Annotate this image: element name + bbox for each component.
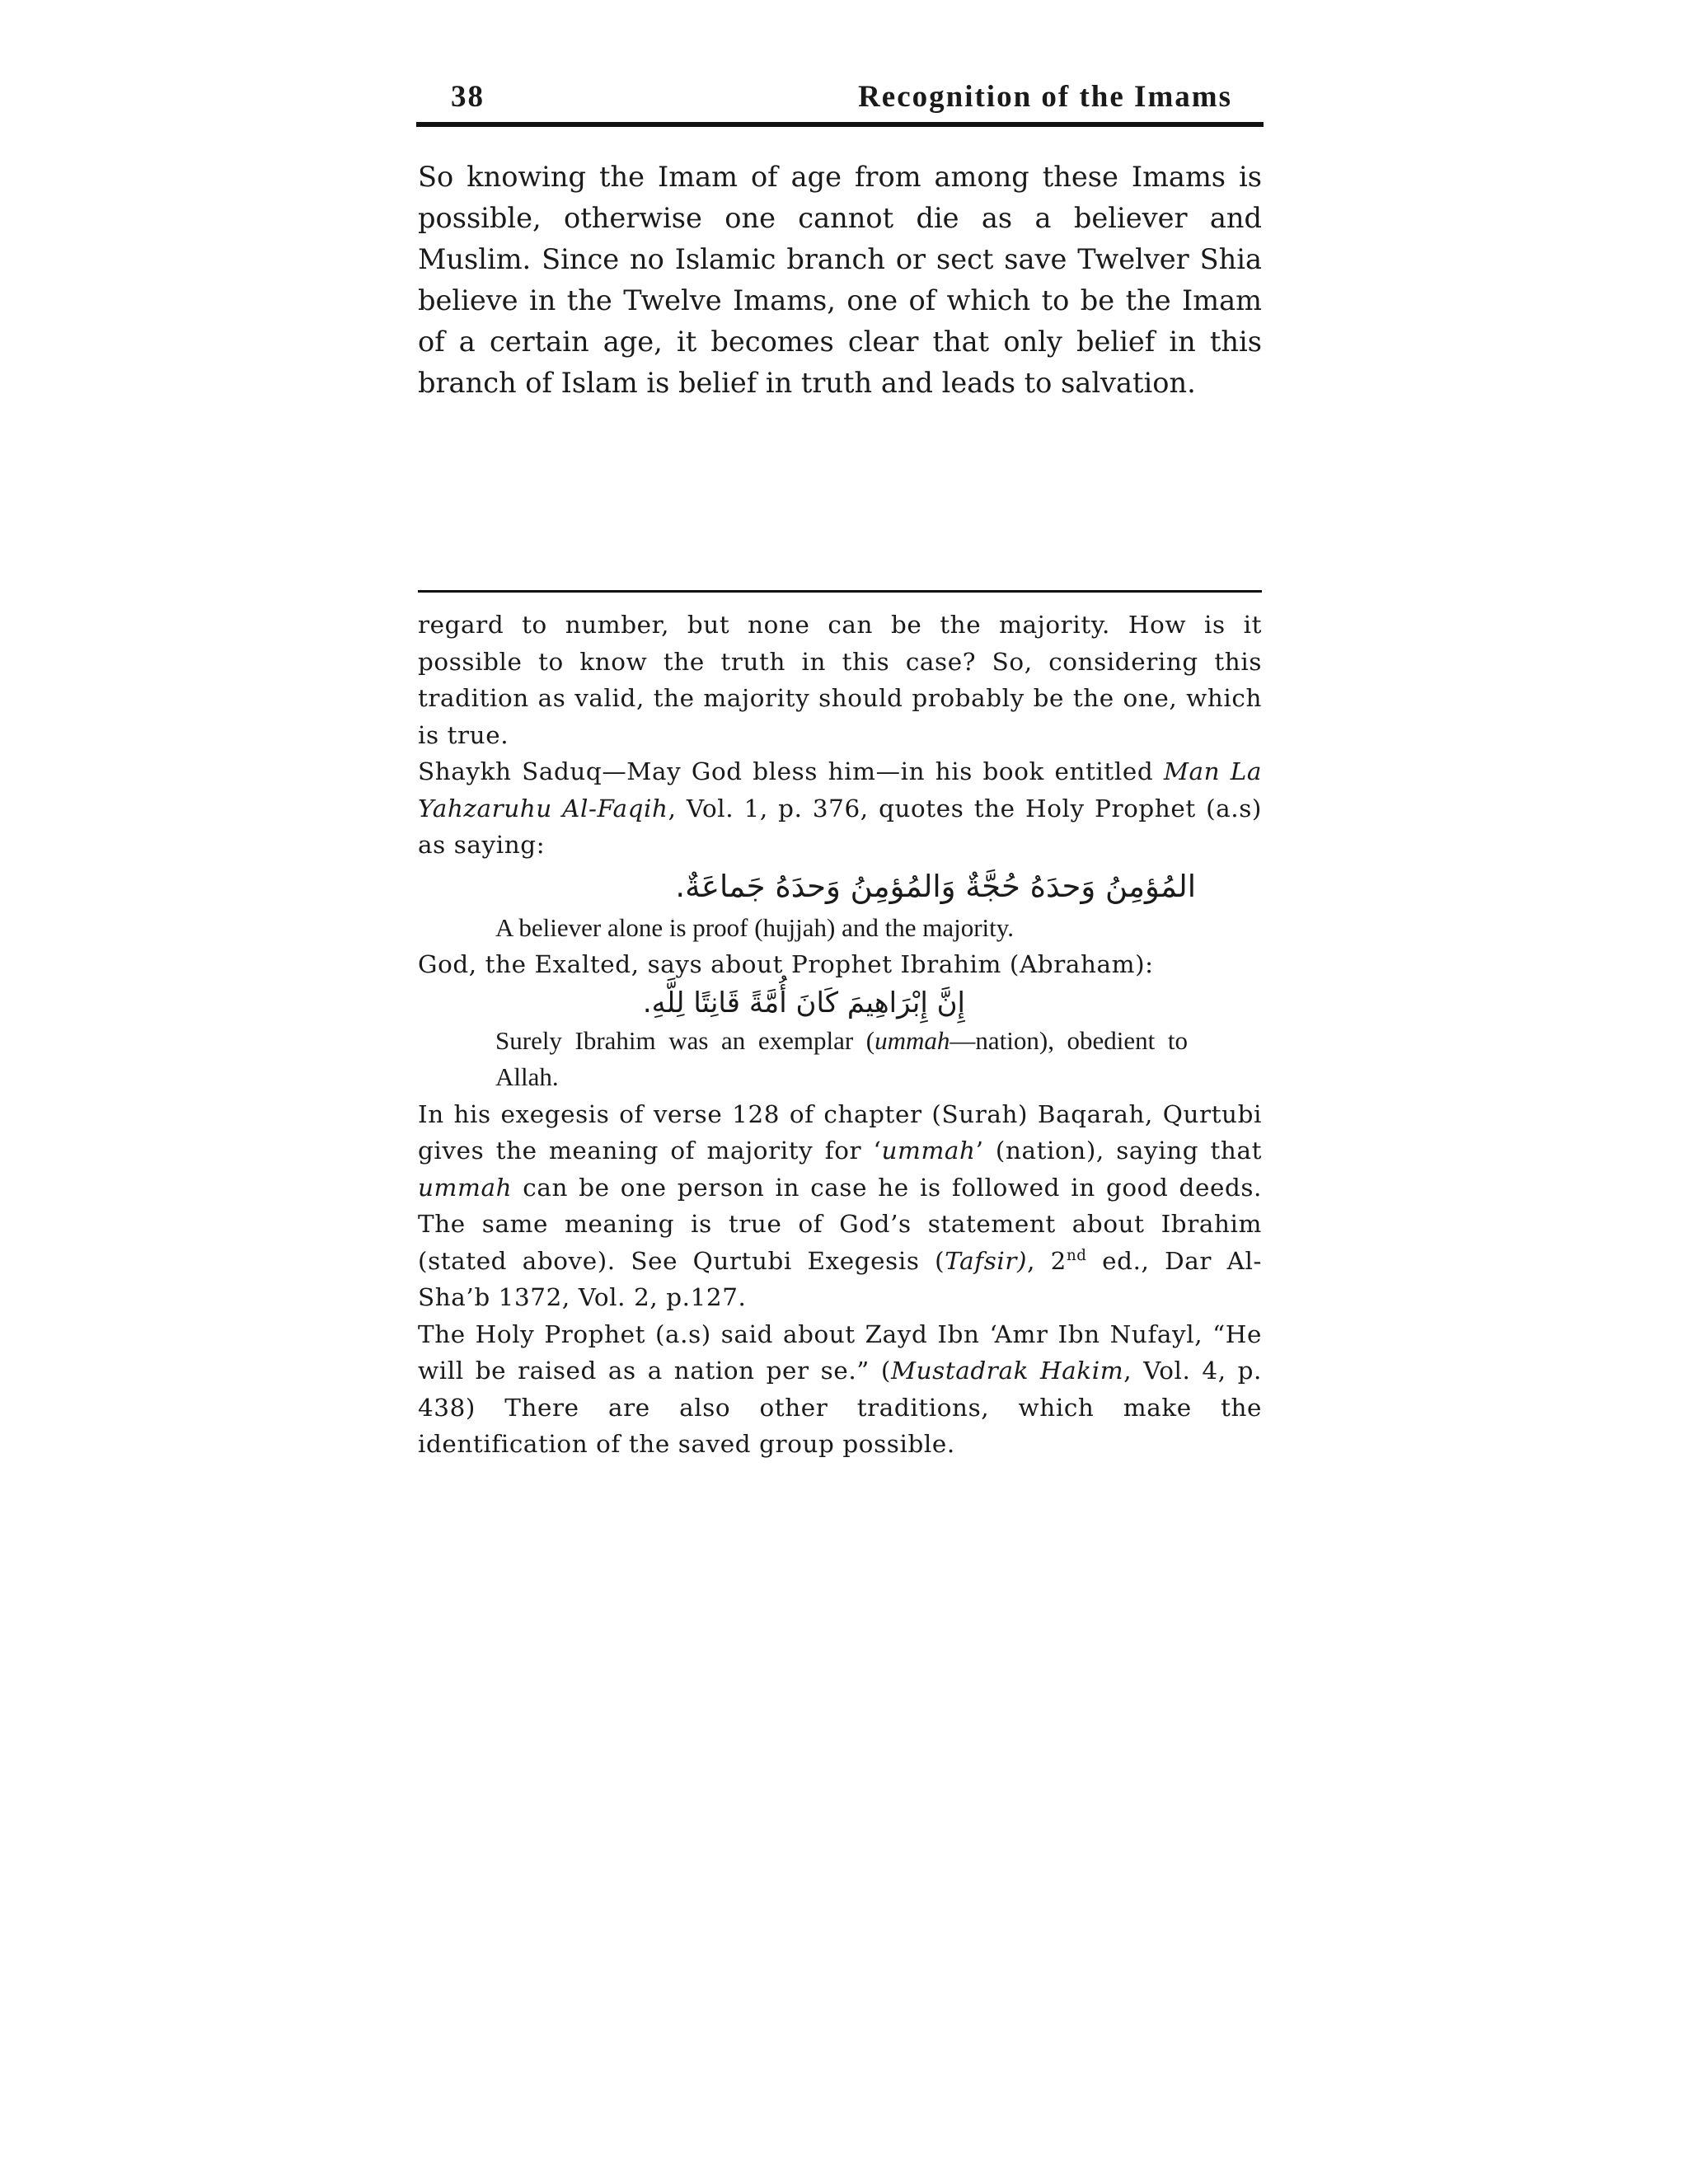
translation-1: A believer alone is proof (hujjah) and the majority.	[495, 912, 1014, 942]
main-text	[418, 157, 1262, 404]
arabic-quote-2: إِنَّ إِبْرَاهِيمَ كَانَ أُمَّةً قَانِتًا لِلَّهِ.	[642, 986, 965, 1019]
footnote-4-text-b: ’ (nation), saying that	[975, 1137, 1262, 1165]
footnote-separator	[418, 590, 1262, 593]
translation-2-text-a: Surely Ibrahim was an exemplar (	[495, 1025, 875, 1055]
running-title: Recognition of the Imams	[858, 80, 1232, 114]
footnote-2-text-a: Shaykh Saduq—May God bless him—in his book entitled	[418, 757, 1164, 785]
footnote-4-text-c: can be one person in case he is followed in good deeds. The same meaning is true of God’s statement about Ibrahim (stated above). See Qurtubi Exegesis (	[418, 1173, 1262, 1275]
footnote-paragraph-2	[418, 753, 1262, 864]
arabic-quote-1: المُؤمِنُ وَحدَهُ حُجَّةٌ وَالمُؤمِنُ وَحدَهُ جَماعَةٌ.	[675, 868, 1196, 904]
term-ummah: ummah	[881, 1137, 976, 1165]
term-ummah: ummah	[418, 1173, 513, 1202]
translation-2-text-b: —nation), obedient to Allah.	[495, 1025, 1188, 1091]
footnote-paragraph-5	[418, 1316, 1262, 1463]
running-header	[416, 76, 1264, 127]
term-tafsir: Tafsir)	[945, 1246, 1028, 1275]
footnote-4-text-d: , 2	[1027, 1246, 1067, 1275]
footnote-paragraph-1: regard to number, but none can be the majority. How is it possible to know the truth in this case? So, considering this tradition as valid, the majority should probably be the one, which is true.	[418, 611, 1262, 749]
footnotes	[418, 607, 1262, 1463]
footnote-5-text-b: , Vol. 4, p. 438) There are also other traditions, which make the identification of the saved group possible.	[418, 1357, 1262, 1458]
footnote-5-text-a: The Holy Prophet (a.s) said about Zayd Ibn ‘Amr Ibn Nufayl, “He will be raised as a nation per se.” (	[418, 1319, 1262, 1385]
footnote-paragraph-4	[418, 1096, 1262, 1316]
translation-2	[418, 1023, 1262, 1096]
term-ummah: ummah	[874, 1025, 950, 1055]
footnote-paragraph-3: God, the Exalted, says about Prophet Ibrahim (Abraham):	[418, 950, 1154, 978]
main-paragraph: So knowing the Imam of age from among these Imams is possible, otherwise one cannot die as a believer and Muslim. Since no Islamic branch or sect save Twelver Shia believe in the Twelve Imams, one of which to be the Imam of a certain age, it becomes clear that only belief in this branch of Islam is belief in truth and leads to salvation.	[418, 161, 1262, 399]
footnote-4-text-e: ed., Dar Al-Sha’b 1372, Vol. 2, p.127.	[418, 1246, 1262, 1311]
book-title-mustadrak-hakim: Mustadrak Hakim	[890, 1357, 1124, 1385]
book-title-man-la-yahzaruhu: Man La Yahzaruhu Al-Faqih	[418, 757, 1262, 823]
footnote-4-text-a: In his exegesis of verse 128 of chapter (Surah) Baqarah, Qurtubi gives the meaning of majority for ‘	[418, 1099, 1262, 1165]
page-number: 38	[451, 80, 485, 114]
footnote-2-text-b: , Vol. 1, p. 376, quotes the Holy Prophet (a.s) as saying:	[418, 794, 1262, 859]
ordinal-suffix: nd	[1066, 1246, 1087, 1264]
